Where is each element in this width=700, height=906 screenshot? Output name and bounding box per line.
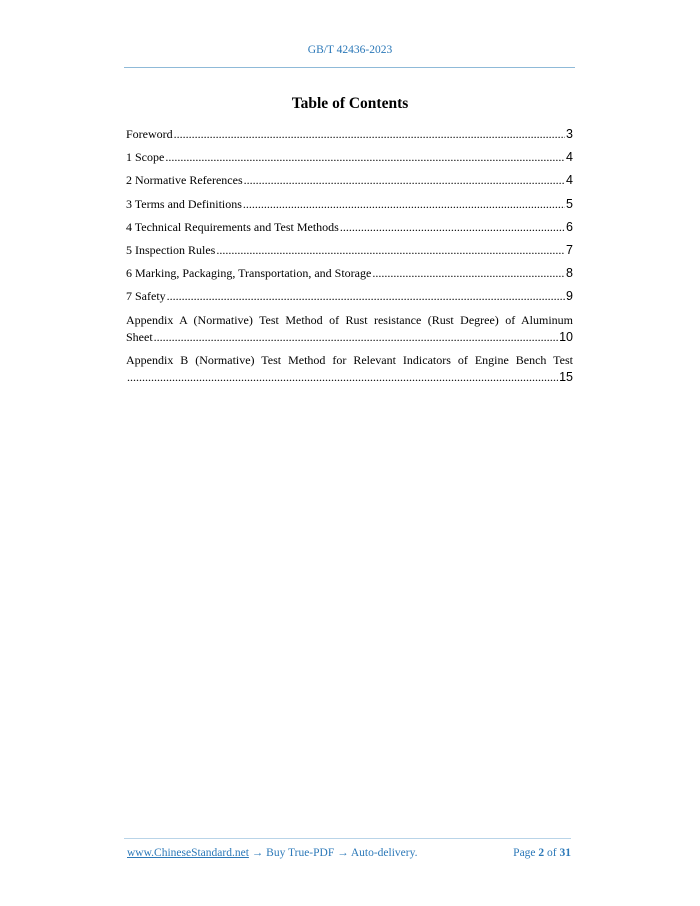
dot-leader [340, 219, 565, 236]
dot-leader [174, 126, 565, 143]
toc-entry-page: 7 [566, 242, 573, 257]
toc-entry-title: 2 Normative References [126, 173, 243, 188]
toc-entry-safety[interactable] [126, 288, 573, 305]
toc-entry-page: 8 [566, 266, 573, 281]
toc-entry-page: 5 [566, 196, 573, 211]
toc-entry-marking-packaging[interactable] [126, 265, 573, 282]
toc-entry-page: 9 [566, 289, 573, 304]
header-divider [124, 67, 575, 68]
table-of-contents [126, 126, 573, 392]
toc-entry-inspection-rules[interactable] [126, 242, 573, 259]
toc-entry-title: 3 Terms and Definitions [126, 196, 242, 211]
toc-entry-title: 5 Inspection Rules [126, 242, 216, 257]
promo-text: → Buy True-PDF → Auto-delivery. [248, 847, 418, 859]
dot-leader [154, 329, 558, 346]
page-total: 31 [559, 847, 571, 859]
dot-leader [127, 369, 558, 386]
toc-entry-foreword[interactable] [126, 126, 573, 143]
toc-entry-technical-requirements[interactable] [126, 219, 573, 236]
page-current: 2 [538, 847, 545, 859]
page-of: of [547, 847, 557, 859]
toc-entry-page: 4 [566, 173, 573, 188]
toc-entry-page: 6 [566, 219, 573, 234]
toc-entry-appendix-b[interactable] [126, 352, 573, 386]
toc-entry-scope[interactable] [126, 149, 573, 166]
dot-leader [167, 288, 565, 305]
dot-leader [243, 196, 565, 213]
toc-entry-title-line2: Sheet [126, 329, 153, 344]
toc-entry-title-line1: Appendix B (Normative) Test Method for Relevant Indicators of Engine Bench Test [126, 352, 573, 367]
toc-entry-title: 6 Marking, Packaging, Transportation, and Storage [126, 266, 372, 281]
dot-leader [216, 242, 565, 259]
toc-entry-title: 1 Scope [126, 150, 165, 165]
toc-entry-page: 4 [566, 150, 573, 165]
dot-leader [165, 149, 565, 166]
page-label: Page [513, 847, 536, 859]
toc-entry-title: Foreword [126, 127, 173, 141]
toc-title: Table of Contents [291, 95, 409, 112]
running-header: GB/T 42436-2023 [307, 44, 393, 56]
footer-promo [127, 847, 417, 859]
toc-entry-page: 15 [559, 369, 573, 384]
dot-leader [372, 265, 565, 282]
footer-divider [124, 838, 571, 839]
toc-entry-title: 4 Technical Requirements and Test Methods [126, 219, 339, 234]
toc-entry-title-line1: Appendix A (Normative) Test Method of Rust resistance (Rust Degree) of Aluminum [126, 312, 573, 327]
page-indicator [513, 847, 571, 859]
website-link[interactable]: www.ChineseStandard.net [127, 847, 249, 859]
toc-entry-page: 10 [559, 329, 573, 344]
toc-entry-normative-references[interactable] [126, 172, 573, 189]
dot-leader [244, 172, 565, 189]
toc-entry-appendix-a[interactable] [126, 312, 573, 346]
toc-entry-page: 3 [566, 127, 573, 141]
toc-entry-title: 7 Safety [126, 289, 166, 304]
toc-entry-terms-definitions[interactable] [126, 196, 573, 213]
